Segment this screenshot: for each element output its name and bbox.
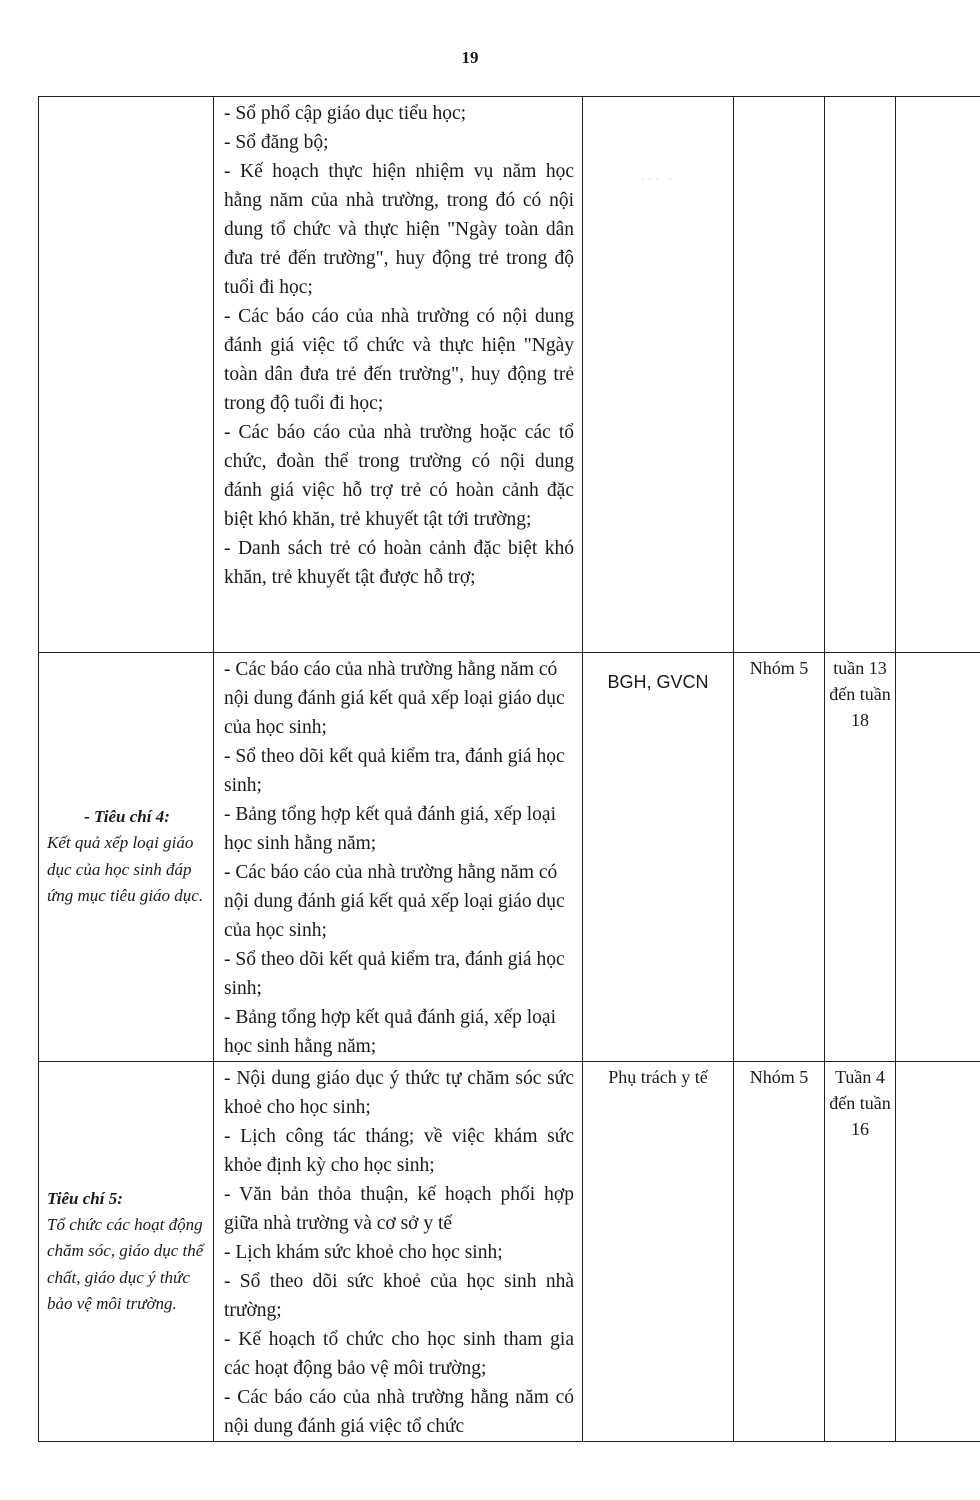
criterion-label: Tiêu chí 5: [47,1188,123,1208]
table-row [39,97,980,653]
criterion-cell [39,1062,214,1442]
evidence-item: - Văn bản thỏa thuận, kế hoạch phối hợp giữa nhà trường và cơ sở y tế [224,1184,574,1234]
criterion-label: - Tiêu chí 4: [84,807,170,827]
evidence-item: - Các báo cáo của nhà trường hằng năm có nội dung đánh giá kết quả xếp loại giáo dục của học sinh; [224,659,565,738]
evidence-item: - Danh sách trẻ có hoàn cảnh đặc biệt khó khăn, trẻ khuyết tật được hỗ trợ; [224,538,574,588]
responsible-cell [583,653,734,1062]
evaluation-plan-table [38,96,980,1442]
criterion-cell [39,653,214,1062]
scan-smudge-icon: ··· · [640,171,676,185]
timeline-cell [825,97,896,653]
responsible-cell [583,1062,734,1442]
group-cell [734,97,825,653]
evidence-item: - Sổ phổ cập giáo dục tiểu học; [224,103,467,124]
timeline-text: Tuần 4 đến tuần 16 [829,1067,891,1139]
evidence-item: - Bảng tổng hợp kết quả đánh giá, xếp loại học sinh hằng năm; [224,804,556,854]
responsible-text: BGH, GVCN [607,672,709,692]
evidence-item: - Sổ theo dõi kết quả kiểm tra, đánh giá học sinh; [224,949,565,999]
group-cell [734,1062,825,1442]
note-cell [896,97,980,653]
responsible-text: Phụ trách y tế [608,1067,708,1087]
criterion-cell [39,97,214,653]
evidence-item: - Nội dung giáo dục ý thức tự chăm sóc sức khoẻ cho học sinh; [224,1068,574,1118]
evidence-cell [214,1062,583,1442]
timeline-cell [825,653,896,1062]
group-text: Nhóm 5 [749,1067,809,1087]
evidence-item: - Sổ theo dõi sức khoẻ của học sinh nhà trường; [224,1271,574,1321]
evidence-item: - Lịch khám sức khoẻ cho học sinh; [224,1242,503,1263]
criterion-description: Tổ chức các hoạt động chăm sóc, giáo dục thể chất, giáo dục ý thức bảo vệ môi trường. [47,1214,204,1313]
responsible-cell [583,97,734,653]
evidence-item: - Kế hoạch tổ chức cho học sinh tham gia các hoạt động bảo vệ môi trường; [224,1329,574,1379]
evidence-item: - Các báo cáo của nhà trường hằng năm có nội dung đánh giá việc tổ chức [224,1387,574,1437]
evidence-item: - Các báo cáo của nhà trường hoặc các tổ chức, đoàn thể trong trường có nội dung đánh giá việc hỗ trợ trẻ có hoàn cảnh đặc biệt khó khăn, trẻ khuyết tật tới trường; [224,422,574,530]
evidence-item: - Bảng tổng hợp kết quả đánh giá, xếp loại học sinh hằng năm; [224,1007,556,1057]
criterion-description: Kết quả xếp loại giáo dục của học sinh đáp ứng mục tiêu giáo dục. [47,833,204,906]
evidence-item: - Sổ đăng bộ; [224,132,329,153]
evidence-item: - Các báo cáo của nhà trường có nội dung đánh giá việc tổ chức và thực hiện "Ngày toàn dân đưa trẻ đến trường", huy động trẻ trong độ tuổi đi học; [224,306,574,414]
evidence-item: - Các báo cáo của nhà trường hằng năm có nội dung đánh giá kết quả xếp loại giáo dục của học sinh; [224,862,565,941]
group-cell [734,653,825,1062]
note-cell [896,1062,980,1442]
evidence-cell [214,97,583,653]
evidence-item: - Sổ theo dõi kết quả kiểm tra, đánh giá học sinh; [224,746,565,796]
evidence-item: - Kế hoạch thực hiện nhiệm vụ năm học hằng năm của nhà trường, trong đó có nội dung tổ chức và thực hiện "Ngày toàn dân đưa trẻ đến trường", huy động trẻ trong độ tuổi đi học; [224,161,574,298]
evidence-cell [214,653,583,1062]
table-row [39,1062,980,1442]
note-cell [896,653,980,1062]
evidence-item: - Lịch công tác tháng; về việc khám sức khỏe định kỳ cho học sinh; [224,1126,574,1176]
timeline-text: tuần 13 đến tuần 18 [829,658,891,730]
group-text: Nhóm 5 [749,658,809,678]
timeline-cell [825,1062,896,1442]
page-number: 19 [461,48,479,67]
table-row [39,653,980,1062]
